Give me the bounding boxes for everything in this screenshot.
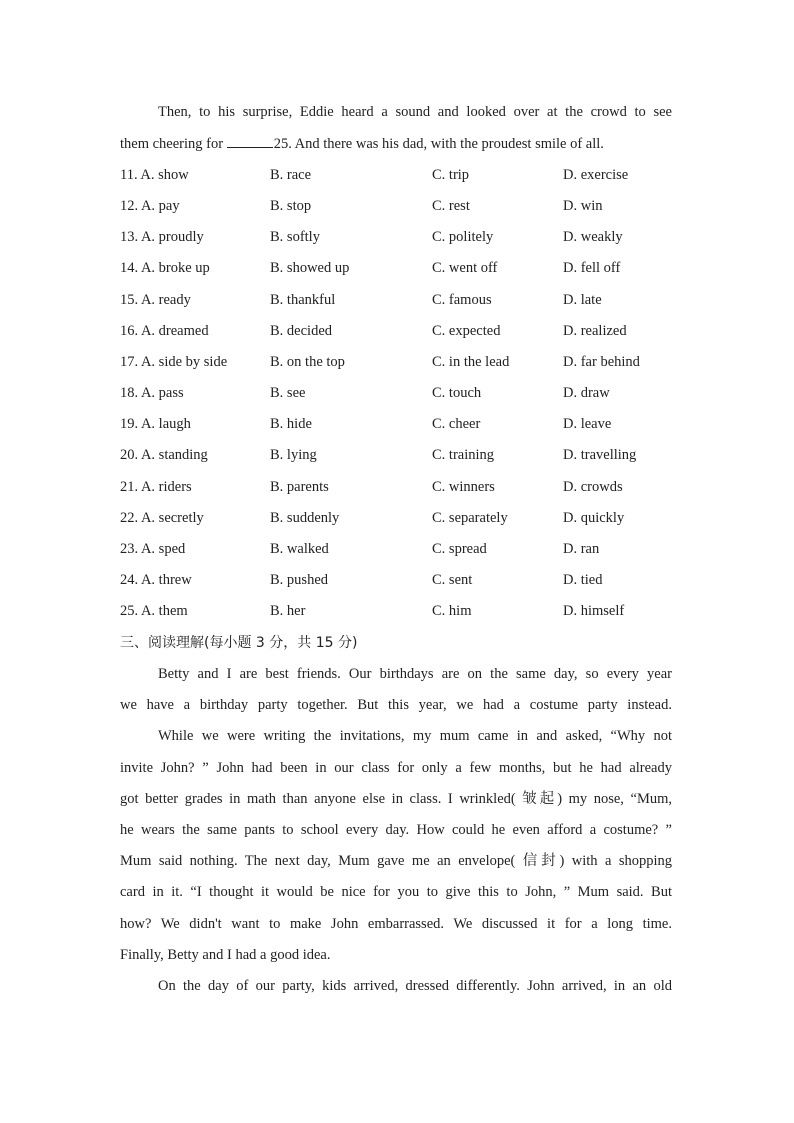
option-d: D. weakly: [563, 229, 623, 246]
option-a: 22. A. secretly: [120, 509, 204, 526]
question-row: [120, 227, 680, 247]
option-c: C. famous: [432, 291, 492, 308]
option-a: 24. A. threw: [120, 572, 192, 588]
option-d: D. fell off: [563, 260, 621, 277]
question-row: [120, 258, 680, 278]
option-c: C. sent: [432, 572, 473, 588]
option-b: B. parents: [270, 478, 329, 495]
option-b: B. suddenly: [270, 509, 340, 526]
question-row: [120, 290, 680, 310]
question-row: [120, 477, 680, 497]
option-b: B. lying: [270, 447, 317, 464]
option-c: C. training: [432, 447, 495, 464]
question-row: [120, 196, 680, 216]
question-row: [120, 352, 680, 372]
option-b: B. softly: [270, 229, 320, 246]
option-d: D. draw: [563, 385, 610, 401]
option-b: B. walked: [270, 540, 329, 557]
option-a: 19. A. laugh: [120, 416, 191, 433]
option-b: B. thankful: [270, 291, 336, 308]
passage-line: got better grades in math than anyone else in class. I wrinkled( 皱起) my nose, “Mum,: [120, 791, 672, 807]
option-c: C. politely: [432, 229, 494, 246]
option-a: 21. A. riders: [120, 478, 192, 495]
option-b: B. showed up: [270, 260, 350, 277]
option-d: D. tied: [563, 572, 603, 588]
option-d: D. himself: [563, 603, 625, 620]
option-a: 14. A. broke up: [120, 260, 210, 277]
question-row: [120, 508, 680, 528]
question-row: [120, 321, 680, 341]
option-a: 12. A. pay: [120, 198, 180, 215]
option-c: C. him: [432, 603, 472, 620]
option-b: B. see: [270, 385, 306, 401]
option-a: 25. A. them: [120, 603, 188, 620]
option-c: C. cheer: [432, 416, 481, 433]
question-row: [120, 165, 680, 185]
option-a: 16. A. dreamed: [120, 322, 209, 339]
passage-line: Finally, Betty and I had a good idea.: [120, 947, 331, 963]
option-d: D. realized: [563, 322, 627, 339]
option-a: 20. A. standing: [120, 447, 208, 464]
option-d: D. late: [563, 291, 602, 308]
question-row: [120, 601, 680, 621]
option-d: D. win: [563, 198, 603, 215]
option-c: C. separately: [432, 509, 508, 526]
passage-line: On the day of our party, kids arrived, dressed differently. John arrived, in an old: [158, 978, 672, 994]
option-a: 13. A. proudly: [120, 229, 204, 246]
option-b: B. her: [270, 603, 306, 620]
intro-line-2: [120, 134, 672, 154]
option-d: D. exercise: [563, 167, 629, 183]
option-b: B. race: [270, 167, 312, 183]
passage-line: he wears the same pants to school every day. How could he even afford a costume? ”: [120, 822, 672, 838]
passage-line: Mum said nothing. The next day, Mum gave me an envelope( 信封) with a shopping: [120, 853, 672, 869]
option-c: C. winners: [432, 478, 495, 495]
option-b: B. pushed: [270, 572, 328, 588]
intro-line-2-end: 25. And there was his dad, with the proudest smile of all.: [273, 136, 604, 152]
intro-line-1: Then, to his surprise, Eddie heard a sound and looked over at the crowd to see: [158, 104, 672, 120]
option-c: C. in the lead: [432, 353, 510, 370]
option-a: 11. A. show: [120, 167, 189, 183]
passage-line: Betty and I are best friends. Our birthdays are on the same day, so every year: [158, 666, 672, 682]
option-c: C. touch: [432, 385, 482, 401]
option-d: D. leave: [563, 416, 612, 433]
passage-line: card in it. “I thought it would be nice for you to give this to John, ” Mum said. But: [120, 884, 672, 900]
option-b: B. decided: [270, 322, 333, 339]
answer-blank: [227, 134, 273, 148]
passage-line: While we were writing the invitations, my mum came in and asked, “Why not: [158, 728, 672, 744]
option-d: D. travelling: [563, 447, 637, 464]
question-row: [120, 445, 680, 465]
option-d: D. far behind: [563, 353, 640, 370]
intro-line-2-start: them cheering for: [120, 136, 224, 152]
question-row: [120, 539, 680, 559]
option-d: D. quickly: [563, 509, 625, 526]
option-c: C. trip: [432, 167, 470, 183]
passage-line: we have a birthday party together. But this year, we had a costume party instead.: [120, 697, 672, 713]
passage-line: invite John? ” John had been in our class for only a few months, but he had already: [120, 760, 672, 776]
option-c: C. spread: [432, 540, 487, 557]
option-b: B. hide: [270, 416, 312, 433]
option-a: 15. A. ready: [120, 291, 191, 308]
option-c: C. rest: [432, 198, 470, 215]
option-c: C. went off: [432, 260, 498, 277]
question-row: [120, 383, 680, 403]
option-d: D. ran: [563, 540, 600, 557]
question-row: [120, 414, 680, 434]
option-b: B. on the top: [270, 353, 345, 370]
option-c: C. expected: [432, 322, 501, 339]
option-a: 18. A. pass: [120, 385, 184, 401]
option-a: 17. A. side by side: [120, 353, 228, 370]
option-d: D. crowds: [563, 478, 623, 495]
passage-line: how? We didn't want to make John embarrassed. We discussed it for a long time.: [120, 916, 672, 932]
question-row: [120, 570, 680, 590]
option-a: 23. A. sped: [120, 540, 186, 557]
section-title: 三、阅读理解(每小题 3 分，共 15 分): [120, 635, 358, 651]
option-b: B. stop: [270, 198, 312, 215]
